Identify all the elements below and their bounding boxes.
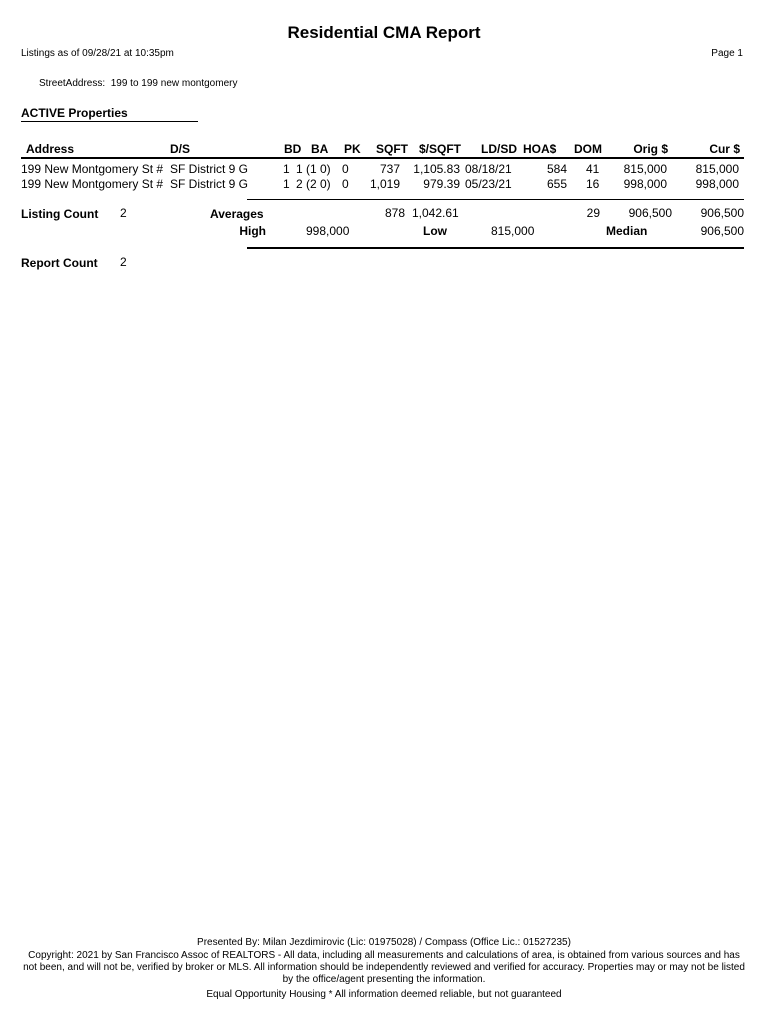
footer-presented-by: Presented By: Milan Jezdimirovic (Lic: 01975028) / Compass (Office Lic.: 01527235) bbox=[197, 937, 571, 948]
row-ldsd: 05/23/21 bbox=[465, 177, 512, 191]
section-title: ACTIVE Properties bbox=[21, 106, 128, 120]
col-address: Address bbox=[26, 142, 75, 156]
row-address: 199 New Montgomery St # bbox=[21, 162, 164, 176]
bottom-rule bbox=[247, 247, 744, 249]
median-label: Median bbox=[606, 224, 648, 238]
median-value: 906,500 bbox=[700, 224, 744, 238]
summary-rule bbox=[247, 199, 744, 200]
row-ba: 2 (2 0) bbox=[296, 177, 331, 191]
col-ba: BA bbox=[311, 142, 329, 156]
row-ds: SF District 9 G bbox=[170, 177, 249, 191]
col-ds: D/S bbox=[170, 142, 191, 156]
row-pk: 0 bbox=[342, 177, 349, 191]
row-pk: 0 bbox=[342, 162, 349, 176]
report-count-value: 2 bbox=[120, 255, 127, 269]
avg-orig: 906,500 bbox=[628, 206, 672, 220]
col-orig: Orig $ bbox=[633, 142, 668, 156]
row-cur: 815,000 bbox=[695, 162, 739, 176]
avg-cur: 906,500 bbox=[700, 206, 744, 220]
row-cur: 998,000 bbox=[695, 177, 739, 191]
row-bd: 1 bbox=[283, 162, 290, 176]
report-title: Residential CMA Report bbox=[287, 23, 481, 42]
row-hoa: 584 bbox=[546, 162, 567, 176]
row-dom: 41 bbox=[586, 162, 600, 176]
row-ba: 1 (1 0) bbox=[296, 162, 331, 176]
footer-copyright: Copyright: 2021 by San Francisco Assoc of REALTORS - All data, including all measurements and calculations of area, is obtained from various sources and has not been, and will not be, verified by broker or MLS. All information should be independently reviewed and verified for accuracy. Properties may or may not be listed by the office/agent presenting the information. bbox=[23, 950, 745, 985]
street-address-value: 199 to 199 new montgomery bbox=[110, 78, 238, 89]
row-price-sqft: 979.39 bbox=[423, 177, 460, 191]
street-address-label: StreetAddress: bbox=[39, 78, 106, 89]
row-orig: 998,000 bbox=[623, 177, 667, 191]
street-address-criteria bbox=[39, 78, 237, 89]
report-count-label: Report Count bbox=[21, 256, 98, 270]
listing-count-value: 2 bbox=[120, 206, 127, 220]
col-cur: Cur $ bbox=[709, 142, 740, 156]
row-ds: SF District 9 G bbox=[170, 162, 249, 176]
high-value: 998,000 bbox=[306, 224, 350, 238]
row-dom: 16 bbox=[586, 177, 600, 191]
high-label: High bbox=[239, 224, 266, 238]
averages-label: Averages bbox=[210, 207, 264, 221]
row-sqft: 1,019 bbox=[369, 177, 400, 191]
row-bd: 1 bbox=[283, 177, 290, 191]
col-ldsd: LD/SD bbox=[481, 142, 517, 156]
section-underline bbox=[21, 121, 198, 122]
row-hoa: 655 bbox=[546, 177, 567, 191]
low-label: Low bbox=[423, 224, 447, 238]
avg-sqft: 878 bbox=[384, 206, 405, 220]
listings-as-of: Listings as of 09/28/21 at 10:35pm bbox=[21, 48, 174, 59]
avg-price-sqft: 1,042.61 bbox=[412, 206, 459, 220]
avg-dom: 29 bbox=[586, 206, 600, 220]
row-orig: 815,000 bbox=[623, 162, 667, 176]
low-value: 815,000 bbox=[491, 224, 535, 238]
col-sqft: SQFT bbox=[376, 142, 408, 156]
row-address: 199 New Montgomery St # bbox=[21, 177, 164, 191]
col-price-sqft: $/SQFT bbox=[419, 142, 462, 156]
header-rule bbox=[21, 157, 744, 159]
row-sqft: 737 bbox=[379, 162, 400, 176]
row-ldsd: 08/18/21 bbox=[465, 162, 512, 176]
listing-count-label: Listing Count bbox=[21, 207, 99, 221]
col-bd: BD bbox=[284, 142, 302, 156]
col-dom: DOM bbox=[574, 142, 602, 156]
row-price-sqft: 1,105.83 bbox=[413, 162, 460, 176]
col-hoa: HOA$ bbox=[523, 142, 557, 156]
footer-equal-housing: Equal Opportunity Housing * All information deemed reliable, but not guaranteed bbox=[206, 989, 562, 1000]
page-number: Page 1 bbox=[711, 48, 743, 59]
col-pk: PK bbox=[344, 142, 361, 156]
